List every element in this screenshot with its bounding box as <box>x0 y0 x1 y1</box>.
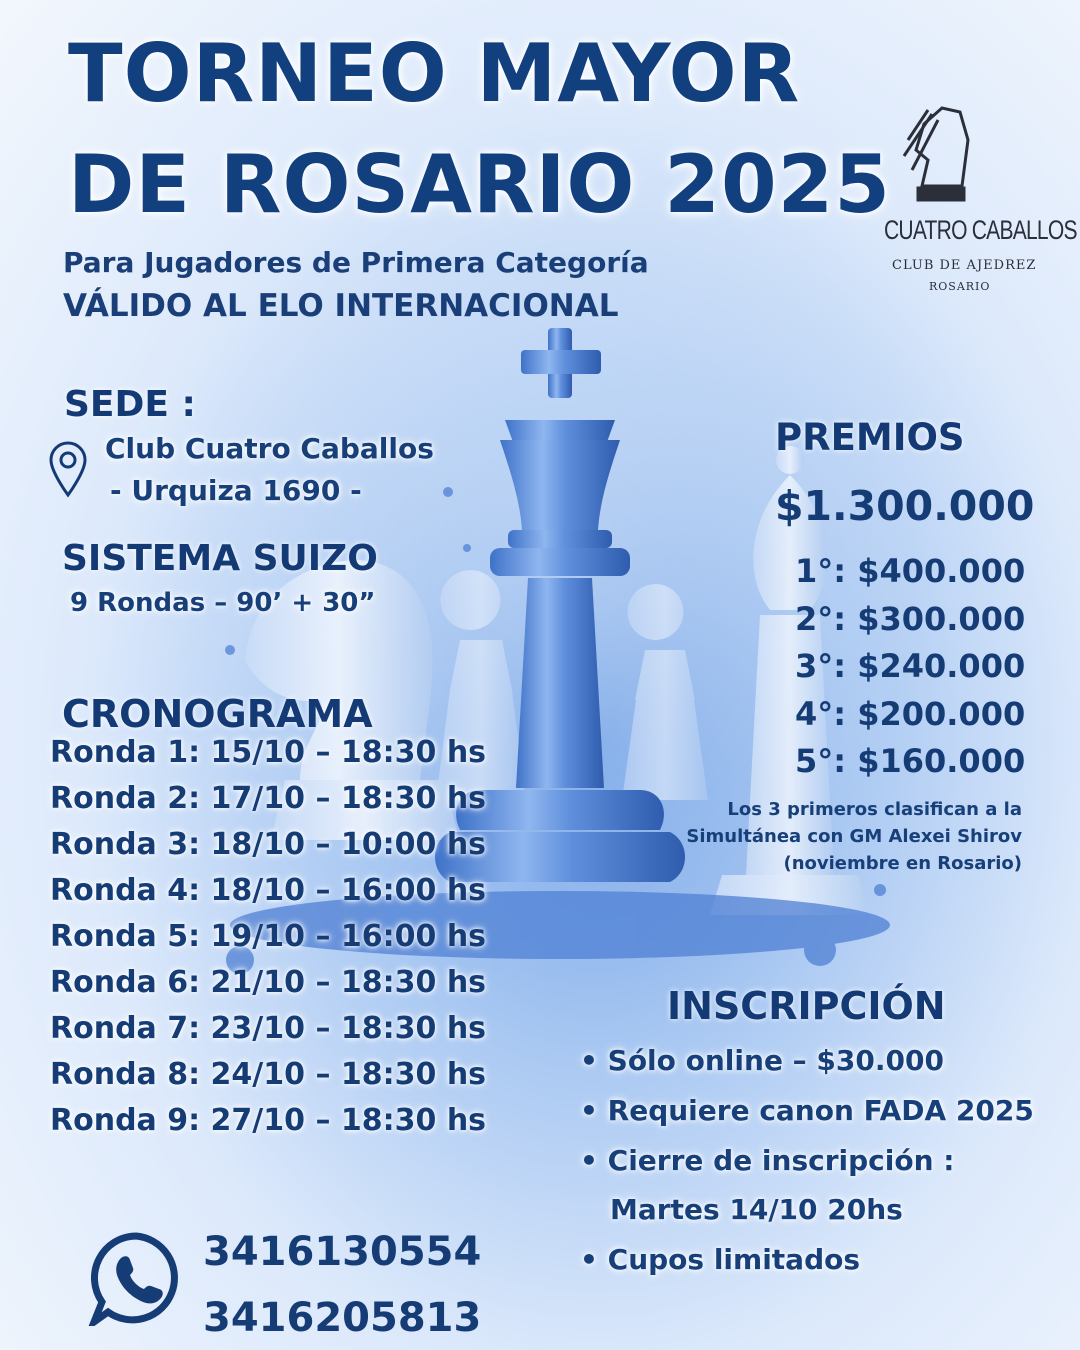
elo-text: VÁLIDO AL ELO INTERNACIONAL <box>63 288 619 324</box>
sede-heading: SEDE : <box>64 384 196 425</box>
title-line-2: DE ROSARIO 2025 <box>68 138 891 231</box>
prize-note <box>686 796 1022 877</box>
schedule-round: Ronda 8: 24/10 – 18:30 hs <box>50 1057 487 1092</box>
inscripcion-item: • Requiere canon FADA 2025 <box>580 1094 1034 1127</box>
sistema-detail: 9 Rondas – 90’ + 30” <box>70 588 376 618</box>
schedule-round: Ronda 1: 15/10 – 18:30 hs <box>50 735 487 770</box>
inscripcion-item: • Cupos limitados <box>580 1243 860 1276</box>
schedule-round: Ronda 9: 27/10 – 18:30 hs <box>50 1103 487 1138</box>
schedule-round: Ronda 5: 19/10 – 16:00 hs <box>50 919 487 954</box>
schedule-round: Ronda 2: 17/10 – 18:30 hs <box>50 781 487 816</box>
prize-item: 4°: $200.000 <box>795 695 1026 733</box>
cronograma-heading: CRONOGRAMA <box>62 692 373 736</box>
phone-number[interactable]: 3416205813 <box>203 1295 482 1341</box>
premios-total: $1.300.000 <box>775 482 1035 530</box>
schedule-round: Ronda 6: 21/10 – 18:30 hs <box>50 965 487 1000</box>
prize-item: 2°: $300.000 <box>795 600 1026 638</box>
prize-item: 3°: $240.000 <box>795 647 1026 685</box>
subtitle: Para Jugadores de Primera Categoría <box>63 246 649 279</box>
inscripcion-cierre-detail: Martes 14/10 20hs <box>610 1193 903 1226</box>
phone-number[interactable]: 3416130554 <box>203 1229 482 1275</box>
sede-address: - Urquiza 1690 - <box>110 474 362 507</box>
schedule-round: Ronda 3: 18/10 – 10:00 hs <box>50 827 487 862</box>
prize-note-line: Simultánea con GM Alexei Shirov <box>686 826 1022 847</box>
knight-icon <box>898 100 984 206</box>
club-logo-line1: CLUB DE AJEDREZ <box>892 258 1037 273</box>
prize-note-line: Los 3 primeros clasifican a la <box>727 799 1022 820</box>
club-logo-line2: ROSARIO <box>929 280 991 293</box>
inscripcion-item: • Sólo online – $30.000 <box>580 1044 944 1077</box>
schedule-round: Ronda 7: 23/10 – 18:30 hs <box>50 1011 487 1046</box>
prize-note-line: (noviembre en Rosario) <box>783 853 1022 874</box>
location-pin-icon <box>48 440 88 498</box>
premios-heading: PREMIOS <box>775 416 965 459</box>
club-logo-name: CUATRO CABALLOS <box>884 215 1077 245</box>
title-line-1: TORNEO MAYOR <box>68 27 801 120</box>
inscripcion-item: • Cierre de inscripción : <box>580 1144 954 1177</box>
whatsapp-icon <box>88 1230 184 1326</box>
schedule-round: Ronda 4: 18/10 – 16:00 hs <box>50 873 487 908</box>
inscripcion-heading: INSCRIPCIÓN <box>667 984 946 1028</box>
prize-item: 5°: $160.000 <box>795 742 1026 780</box>
sede-club: Club Cuatro Caballos <box>105 432 434 465</box>
prize-item: 1°: $400.000 <box>795 552 1026 590</box>
sistema-heading: SISTEMA SUIZO <box>62 538 378 579</box>
